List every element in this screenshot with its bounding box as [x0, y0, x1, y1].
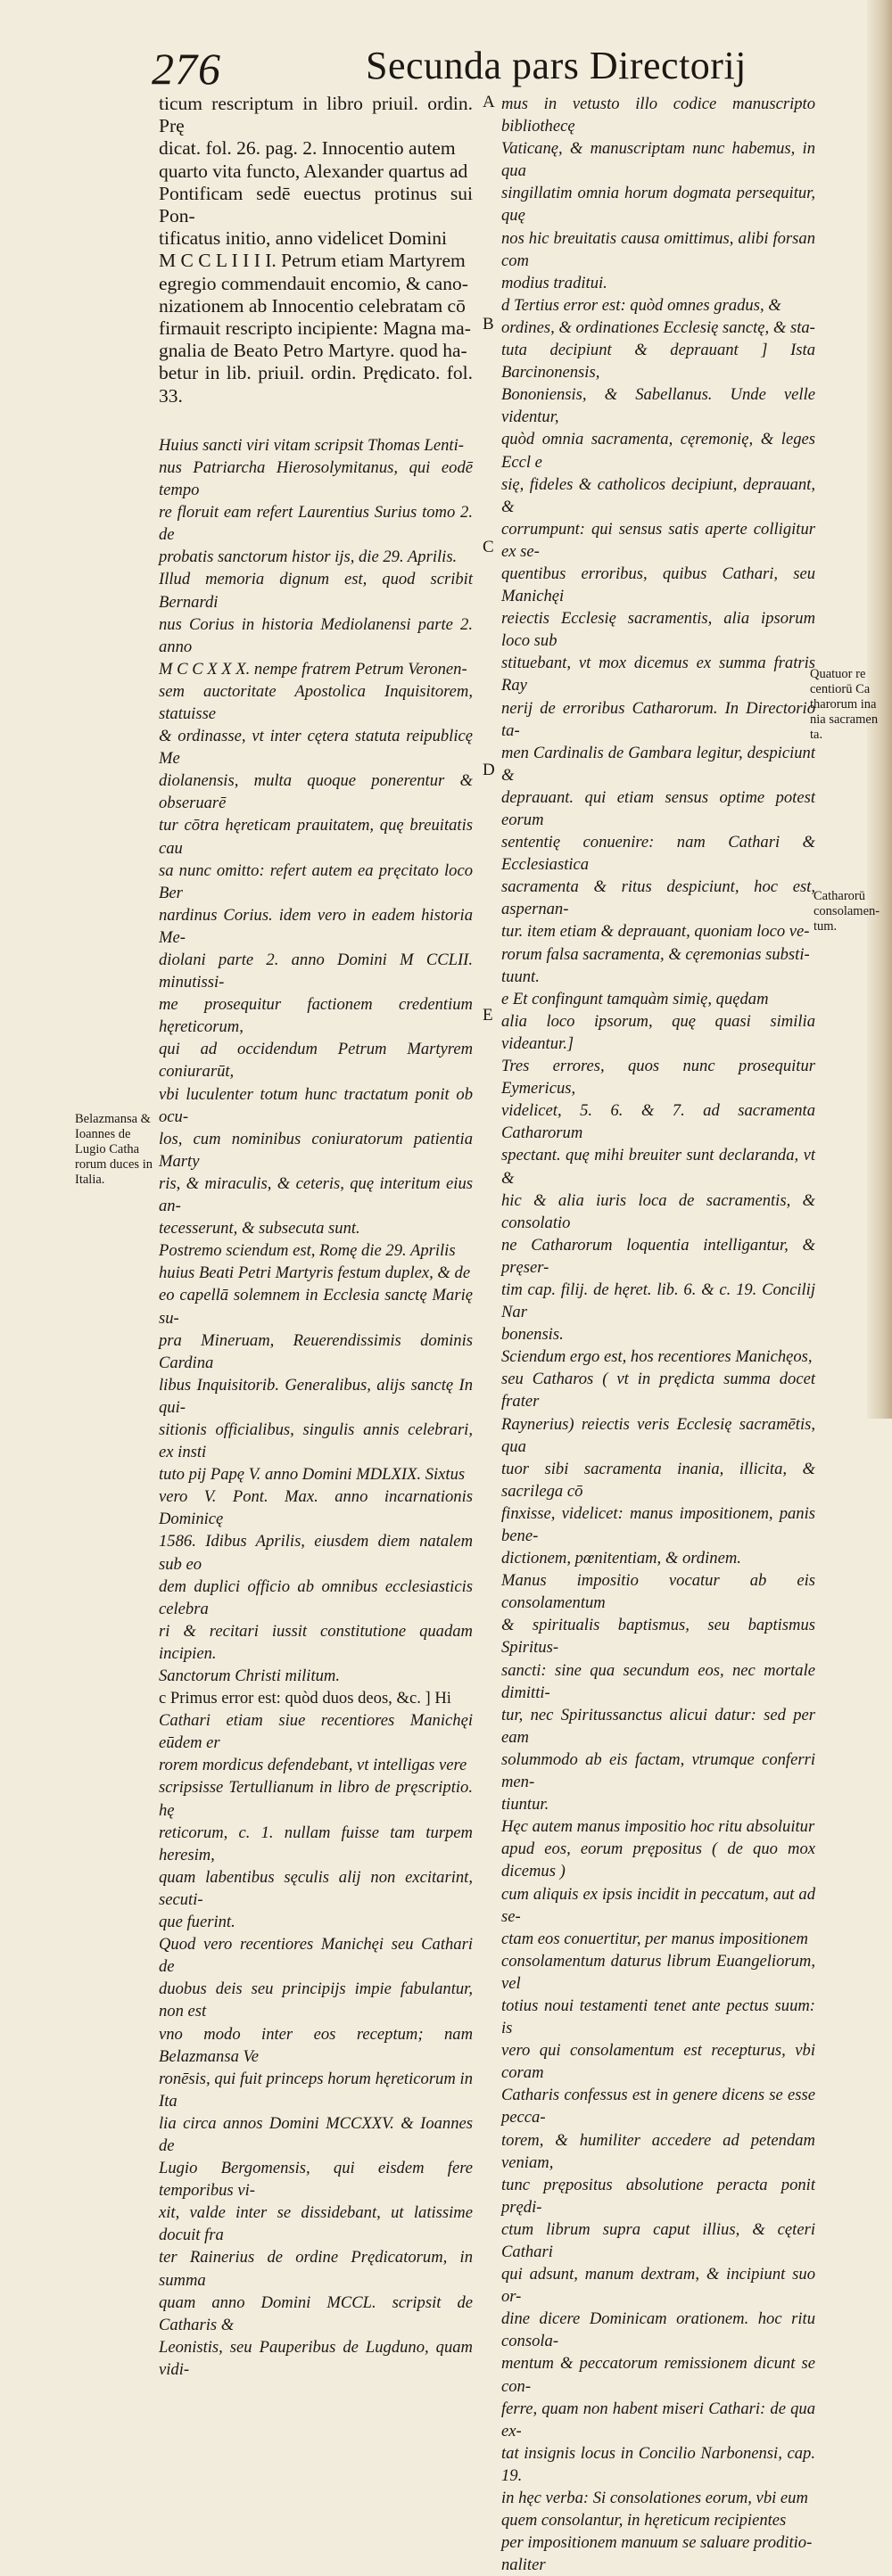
text-line: diolanensis, multa quoque ponerentur & obseruarē — [159, 771, 473, 813]
right-commentary — [501, 294, 815, 2576]
text-line: que fuerint. — [159, 1913, 235, 1932]
text-line: ronēsis, qui fuit princeps horum hęreticorum in Ita — [159, 2069, 473, 2111]
text-line: tat insignis locus in Concilio Narbonensi, cap. 19. — [501, 2443, 815, 2485]
text-line: videlicet, 5. 6. & 7. ad sacramenta Catharorum — [501, 1101, 815, 1143]
text-line: ctam eos conuertitur, per manus impositionem — [501, 1929, 808, 1948]
text-line: solummodo ab eis factam, vtrumque conferri men- — [501, 1749, 815, 1792]
section-letter-c: C — [483, 538, 494, 556]
text-line: sacramenta & ritus despiciunt, hoc est, aspernan- — [501, 877, 815, 919]
text-line: ri & recitari iussit constitutione quadam incipien. — [159, 1621, 473, 1663]
text-line: tecesserunt, & subsecuta sunt. — [159, 1219, 360, 1239]
right-commentary-top — [501, 93, 815, 294]
text-line: tiuntur. — [501, 1795, 549, 1815]
text-line: rorem mordicus defendebant, vt intelligas vere — [159, 1756, 467, 1775]
text-line: dem duplici officio ab omnibus ecclesiasticis celebra — [159, 1576, 473, 1618]
text-line: tuta decipiunt & deprauant ] Ista Barcinonensis, — [501, 341, 815, 383]
text-line: los, cum nominibus coniuratorum patientia Marty — [159, 1129, 473, 1171]
text-line: ferre, quam non habent miseri Cathari: de qua ex- — [501, 2399, 815, 2440]
text-line: Quod vero recentiores Manichęi seu Cathari de — [159, 1935, 473, 1977]
text-line: vero qui consolamentum est recepturus, vbi coram — [501, 2041, 815, 2083]
text-line: ter Rainerius de ordine Prędicatorum, in summa — [159, 2248, 473, 2290]
text-line: totius noui testamenti tenet ante pectus suum: is — [501, 1996, 815, 2038]
text-line: diolani parte 2. anno Domini M CCLII. minutissi- — [159, 951, 473, 992]
text-line: Postremo sciendum est, Romę die 29. Aprilis — [159, 1241, 456, 1261]
text-line: huius Beati Petri Martyris festum duplex, & de — [159, 1263, 471, 1283]
text-line: tificatus initio, anno videlicet Domini — [159, 227, 448, 250]
text-line: eo capellā solemnem in Ecclesia sanctę Marię su- — [159, 1286, 473, 1328]
text-line: c Primus error est: quòd duos deos, &c. ] Hi — [159, 1689, 451, 1708]
right-column — [501, 93, 815, 2576]
text-line: Raynerius) reiectis veris Ecclesię sacramētis, qua — [501, 1414, 815, 1456]
margin-note-right-sacraments: Quatuor re centiorū Ca tharorum ina nia sacramen ta. — [810, 667, 879, 742]
section-letter-a: A — [483, 93, 495, 111]
text-line: tuunt. — [501, 967, 540, 986]
text-line: quòd omnia sacramenta, cęremonię, & leges Eccl e — [501, 430, 815, 472]
spacer — [159, 407, 473, 434]
text-line: reiectis Ecclesię sacramentis, alia ipsorum loco sub — [501, 609, 815, 651]
text-line: betur in lib. priuil. ordin. Prędicato. fol. 33. — [159, 362, 473, 407]
page-header — [0, 43, 892, 96]
text-line: Pontificam sedē euectus protinus sui Pon- — [159, 182, 473, 227]
text-line: Tres errores, quos nunc prosequitur Eymericus, — [501, 1057, 815, 1099]
text-line: tur cōtra hęreticam prauitatem, quę breuitatis cau — [159, 816, 473, 858]
text-line: lia circa annos Domini MCCXXV. & Ioannes de — [159, 2113, 473, 2155]
section-letter-b: B — [483, 315, 494, 333]
left-column — [159, 93, 473, 2381]
text-line: tuor sibi sacramenta inania, illicita, & sacrilega cō — [501, 1459, 815, 1501]
text-line: stituebant, vt mox dicemus ex summa fratris Ray — [501, 654, 815, 695]
text-line: vbi luculenter totum hunc tractatum ponit ob ocu- — [159, 1084, 473, 1126]
text-line: vero V. Pont. Max. anno incarnationis Dominicę — [159, 1487, 473, 1529]
text-line: nerij de erroribus Catharorum. In Directorio ta- — [501, 698, 815, 740]
text-line: singillatim omnia horum dogmata persequitur, quę — [501, 184, 815, 226]
text-line: vno modo inter eos receptum; nam Belazmansa Ve — [159, 2024, 473, 2066]
text-line: finxisse, videlicet: manus impositionem, panis bene- — [501, 1503, 815, 1545]
text-line: reticorum, c. 1. nullam fuisse tam turpem heresim, — [159, 1823, 473, 1864]
text-line: qui adsunt, manum dextram, & incipiunt suo or- — [501, 2265, 815, 2307]
text-line: sitionis officialibus, singulis annis celebrari, ex insti — [159, 1420, 473, 1462]
text-line: Huius sancti viri vitam scripsit Thomas Lenti- — [159, 435, 464, 455]
text-line: sem auctoritate Apostolica Inquisitorem, statuisse — [159, 681, 473, 723]
left-commentary — [159, 434, 473, 2381]
text-line: tur. item etiam & deprauant, quoniam loco ve- — [501, 922, 810, 942]
text-line: men Cardinalis de Gambara legitur, despiciunt & — [501, 743, 815, 785]
text-line: mus in vetusto illo codice manuscripto bibliothecę — [501, 95, 815, 136]
text-line: deprauant. qui etiam sensus optime potest eorum — [501, 787, 815, 829]
text-line: in hęc verba: Si consolationes eorum, vbi eum — [501, 2489, 808, 2508]
text-line: egregio commendauit encomio, & cano- — [159, 272, 468, 294]
text-line: Manus impositio vocatur ab eis consolamentum — [501, 1571, 815, 1613]
text-line: & ordinasse, vt inter cętera statuta reipublicę Me — [159, 727, 473, 769]
text-line: Vaticanę, & manuscriptam nunc habemus, in qua — [501, 139, 815, 181]
text-line: nos hic breuitatis causa omittimus, alibi forsan com — [501, 228, 815, 270]
text-line: 1586. Idibus Aprilis, eiusdem diem natalem sub eo — [159, 1532, 473, 1574]
text-line: quarto vita functo, Alexander quartus ad — [159, 160, 468, 182]
text-line: ris, & miraculis, & ceteris, quę interitum eius an- — [159, 1173, 473, 1216]
text-line: spectant. quę mihi breuiter sunt declaranda, vt & — [501, 1146, 815, 1188]
running-title: Secunda pars Directorij — [366, 44, 747, 87]
text-line: probatis sanctorum histor ijs, die 29. Aprilis. — [159, 547, 458, 567]
text-line: firmauit rescripto incipiente: Magna ma- — [159, 317, 471, 340]
text-line: Illud memoria dignum est, quod scribit Bernardi — [159, 570, 473, 612]
text-line: e Et confingunt tamquàm simię, quędam — [501, 989, 769, 1008]
text-line: Sanctorum Christi militum. — [159, 1667, 340, 1685]
text-line: nus Corius in historia Mediolanensi parte 2. anno — [159, 614, 473, 656]
section-letter-e: E — [483, 1006, 493, 1025]
text-line: per impositionem manuum se saluare proditio- — [501, 2533, 813, 2553]
text-line: rorum falsa sacramenta, & cęremonias substi- — [501, 944, 810, 964]
folio-number: 276 — [152, 44, 221, 94]
text-line: ne Catharorum loquentia intelligantur, & pręser- — [501, 1235, 815, 1277]
text-line: tunc prępositus absolutione peracta ponit prędi- — [501, 2175, 815, 2217]
text-line: duobus deis seu principijs impie fabulantur, non est — [159, 1979, 473, 2021]
text-line: sa nunc omitto: refert autem ea pręcitato loco Ber — [159, 860, 473, 902]
text-line: tim cap. filij. de hęret. lib. 6. & c. 19. Concilij Nar — [501, 1280, 815, 1322]
text-line: dictionem, pœnitentiam, & ordinem. — [501, 1549, 741, 1568]
text-line: Leonistis, seu Pauperibus de Lugduno, quam vidi- — [159, 2337, 473, 2379]
text-line: nus Patriarcha Hierosolymitanus, qui eodē tempo — [159, 457, 473, 500]
text-line: & spiritualis baptismus, seu baptismus Spiritus- — [501, 1616, 815, 1658]
text-line: scripsisse Tertullianum in libro de pręscriptio. hę — [159, 1778, 473, 1820]
text-line: xit, valde inter se dissidebant, ut latissime docuit fra — [159, 2203, 473, 2245]
text-line: ordines, & ordinationes Ecclesię sanctę, & sta- — [501, 317, 815, 337]
left-main-text — [159, 93, 473, 407]
text-line: me prosequitur factionem credentium hęreticorum, — [159, 995, 473, 1037]
text-line: Lugio Bergomensis, qui eisdem fere temporibus vi- — [159, 2159, 473, 2201]
text-line: apud eos, eorum prępositus ( de quo mox dicemus ) — [501, 1839, 815, 1881]
text-line: naliter — [501, 2555, 546, 2575]
text-line: quam labentibus sęculis alij non excitarint, secuti- — [159, 1867, 473, 1909]
text-line: corrumpunt: qui sensus satis aperte colligitur ex se- — [501, 519, 815, 561]
text-line: qui ad occidendum Petrum Martyrem coniurarūt, — [159, 1040, 473, 1082]
text-line: dicat. fol. 26. pag. 2. Innocentio autem — [159, 137, 456, 160]
text-line: gnalia de Beato Petro Martyre. quod ha- — [159, 340, 467, 362]
text-line: modius traditui. — [501, 273, 607, 292]
text-line: quam anno Domini MCCL. scripsit de Catharis & — [159, 2292, 473, 2334]
text-line: tuto pij Papę V. anno Domini MDLXIX. Sixtus — [159, 1465, 466, 1485]
text-line: ctum librum supra caput illius, & cęteri Cathari — [501, 2219, 815, 2261]
text-line: M C C L I I I I. Petrum etiam Martyrem — [159, 250, 466, 272]
text-line: ticum rescriptum in libro priuil. ordin. Prę — [159, 93, 473, 137]
text-line: sancti: sine qua secundum eos, nec mortale dimitti- — [501, 1660, 815, 1702]
text-line: consolamentum daturus librum Euangeliorum, vel — [501, 1951, 815, 1993]
text-line: libus Inquisitorib. Generalibus, alijs sanctę In qui- — [159, 1375, 473, 1417]
text-line: d Tertius error est: quòd omnes gradus, & — [501, 295, 781, 315]
text-line: Sciendum ergo est, hos recentiores Manichęos, — [501, 1347, 813, 1367]
text-line: torem, & humiliter accedere ad petendam veniam, — [501, 2130, 815, 2172]
text-line: nardinus Corius. idem vero in eadem historia Me- — [159, 905, 473, 947]
text-line: bonensis. — [501, 1325, 564, 1345]
text-line: Bononiensis, & Sabellanus. Unde velle videntur, — [501, 385, 815, 427]
text-line: tur, nec Spiritussanctus alicui datur: sed per eam — [501, 1705, 815, 1747]
margin-note-right-consolamentum: Catharorū consolamen- tum. — [814, 889, 880, 934]
text-line: sententię conuenire: nam Cathari & Ecclesiastica — [501, 833, 815, 875]
text-line: dine dicere Dominicam orationem. hoc ritu consola- — [501, 2309, 815, 2351]
text-line: cum aliquis ex ipsis incidit in peccatum, aut ad se- — [501, 1884, 815, 1926]
text-line: Cathari etiam siue recentiores Manichęi eūdem er — [159, 1711, 473, 1753]
text-line: Hęc autem manus impositio hoc ritu absoluitur — [501, 1817, 815, 1837]
text-line: quentibus erroribus, quibus Cathari, seu Manichęi — [501, 564, 815, 606]
text-line: hic & alia iuris loca de sacramentis, & consolatio — [501, 1190, 815, 1232]
text-line: re floruit eam refert Laurentius Surius tomo 2. de — [159, 503, 473, 545]
text-line: Catharis confessus est in genere dicens se esse pecca- — [501, 2086, 815, 2127]
section-letter-d: D — [483, 761, 495, 779]
text-line: pra Mineruam, Reuerendissimis dominis Cardina — [159, 1330, 473, 1372]
text-line: mentum & peccatorum remissionem dicunt se con- — [501, 2354, 815, 2396]
margin-note-left: Belazmansa & Ioannes de Lugio Catha rorum duces in Italia. — [75, 1112, 153, 1187]
text-line: quem consolantur, in hęreticum recipientes — [501, 2511, 787, 2531]
text-line: seu Catharos ( vt in prędicta summa docet frater — [501, 1370, 815, 1411]
text-line: nizationem ab Innocentio celebratam cō — [159, 294, 466, 317]
text-line: alia loco ipsorum, quę quasi similia videantur.] — [501, 1011, 815, 1053]
text-line: się, fideles & catholicos decipiunt, deprauant, & — [501, 474, 815, 516]
text-line: M C C X X X. nempe fratrem Petrum Veronen- — [159, 659, 467, 679]
